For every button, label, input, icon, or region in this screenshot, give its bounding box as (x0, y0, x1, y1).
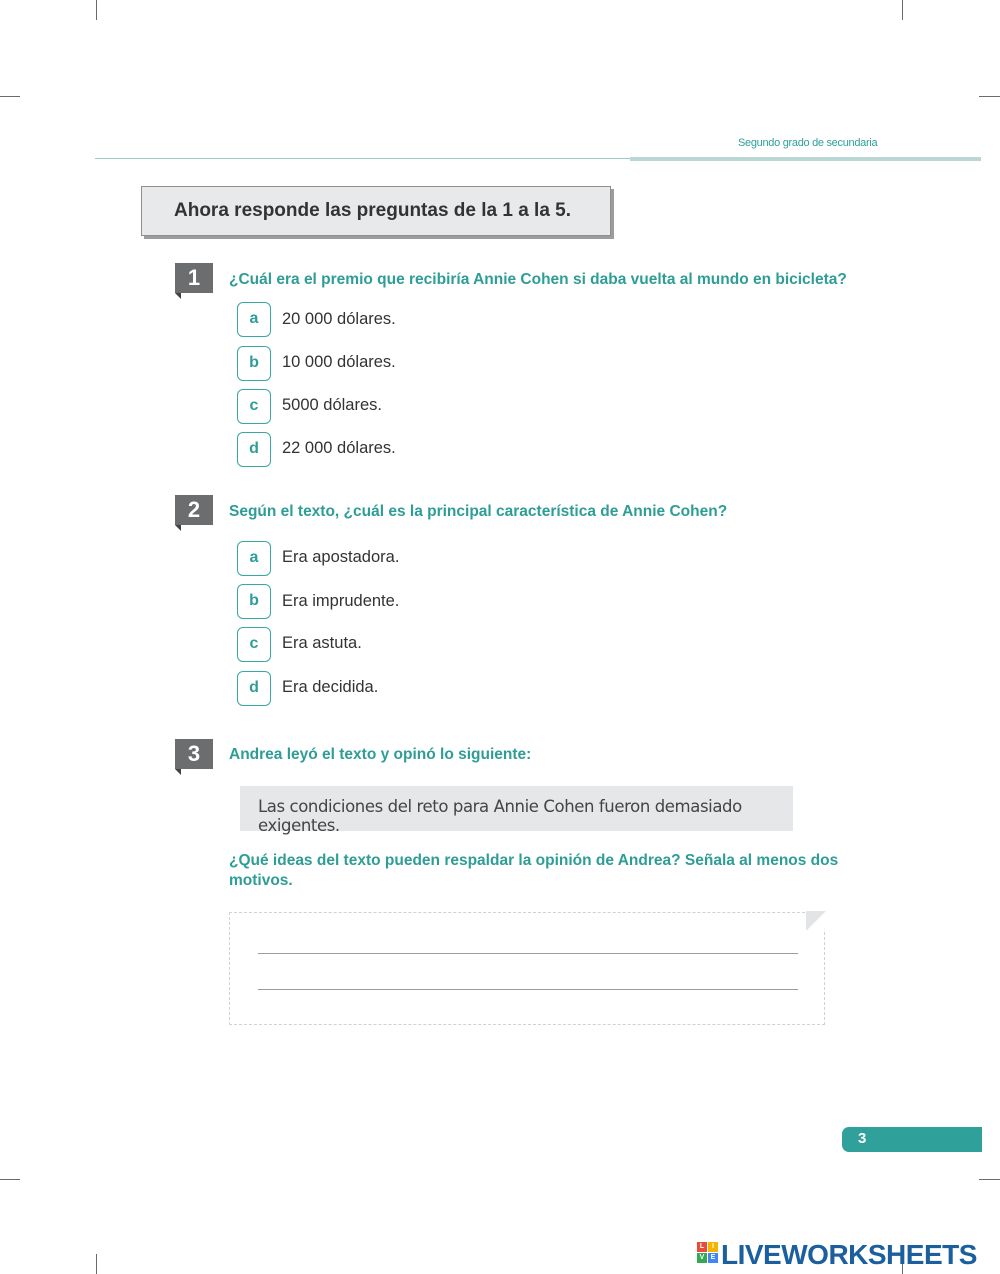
option-button[interactable]: a (237, 302, 271, 337)
crop-mark (979, 96, 1000, 97)
page-number: 3 (858, 1130, 867, 1147)
option-text: 10 000 dólares. (282, 353, 396, 371)
liveworksheets-logo-icon (697, 1242, 719, 1264)
question-number: 3 (175, 739, 213, 769)
followup-question: motivos. (229, 872, 293, 889)
option-text: 5000 dólares. (282, 396, 382, 414)
option-text: Era astuta. (282, 634, 362, 652)
question-text: ¿Cuál era el premio que recibiría Annie Cohen si daba vuelta al mundo en bicicleta? (229, 271, 847, 288)
opinion-quote-box (240, 786, 793, 835)
opinion-quote: Las condiciones del reto para Annie Cohen fueron demasiado exigentes. (258, 797, 742, 835)
option-text: Era decidida. (282, 678, 379, 696)
option-button[interactable]: d (237, 671, 271, 706)
crop-mark (0, 96, 20, 97)
instructions-box (141, 186, 611, 236)
page-fold (806, 911, 826, 931)
logo-icon-letter: I (708, 1242, 718, 1252)
liveworksheets-logo-text: LIVEWORKSHEETS (721, 1239, 977, 1270)
grade-label: Segundo grado de secundaria (738, 137, 878, 149)
writing-line (258, 953, 798, 954)
crop-mark (979, 1179, 1000, 1180)
followup-question: ¿Qué ideas del texto pueden respaldar la opinión de Andrea? Señala al menos dos (229, 852, 839, 869)
answer-text-area[interactable] (229, 912, 825, 1025)
logo-icon-letter: L (697, 1242, 707, 1252)
option-button[interactable]: a (237, 541, 271, 576)
question-text: Andrea leyó el texto y opinó lo siguiente: (229, 746, 532, 763)
crop-mark (0, 1179, 20, 1180)
option-button[interactable]: b (237, 584, 271, 619)
page-number-tab (842, 1127, 982, 1152)
writing-line (258, 989, 798, 990)
option-button[interactable]: b (237, 346, 271, 381)
question-number: 1 (175, 263, 213, 293)
crop-mark (902, 0, 903, 20)
option-text: 20 000 dólares. (282, 310, 396, 328)
option-text: Era apostadora. (282, 548, 400, 566)
option-button[interactable]: d (237, 432, 271, 467)
option-text: Era imprudente. (282, 592, 400, 610)
question-number: 2 (175, 495, 213, 525)
logo-icon-letter: V (697, 1253, 707, 1263)
question-text: Según el texto, ¿cuál es la principal característica de Annie Cohen? (229, 503, 728, 520)
option-text: 22 000 dólares. (282, 439, 396, 457)
option-button[interactable]: c (237, 627, 271, 662)
header-divider-accent (630, 157, 981, 161)
logo-icon-letter: E (708, 1253, 718, 1263)
crop-mark (96, 0, 97, 20)
option-button[interactable]: c (237, 389, 271, 424)
crop-mark (96, 1254, 97, 1274)
instructions-title: Ahora responde las preguntas de la 1 a la 5. (174, 200, 572, 221)
